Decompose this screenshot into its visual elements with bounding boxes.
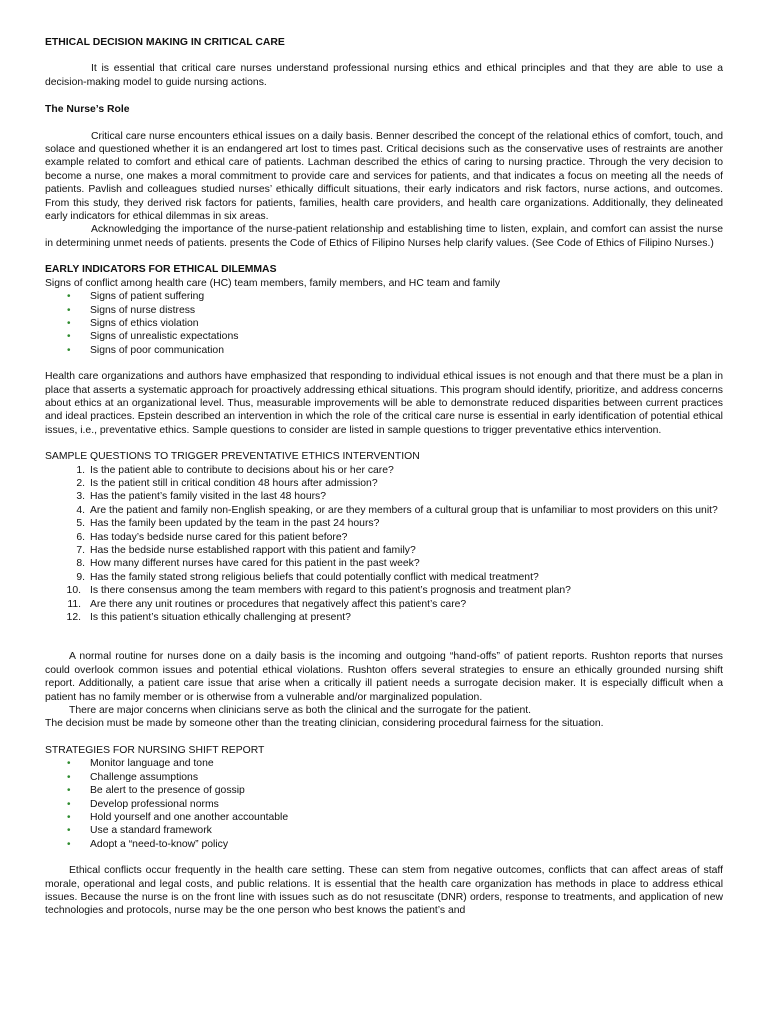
list-item: 1. Is the patient able to contribute to decisions about his or her care?	[76, 464, 394, 476]
list-item: • Challenge assumptions	[67, 771, 199, 783]
list-item: 6. Has today’s bedside nurse cared for this patient before?	[76, 531, 348, 543]
document-page	[45, 36, 723, 918]
list-item: 2. Is the patient still in critical condition 48 hours after admission?	[76, 477, 378, 489]
sample-questions-list	[45, 464, 723, 625]
list-item: 4. Are the patient and family non-English speaking, or are they members of a cultural group that is unfamiliar to most providers on this unit?	[76, 504, 718, 516]
bullet-icon: •	[67, 331, 71, 343]
list-item: • Signs of poor communication	[67, 344, 224, 356]
list-item: 5. Has the family been updated by the team in the past 24 hours?	[76, 518, 380, 530]
nurses-role-paragraph-1: Critical care nurse encounters ethical issues on a daily basis. Benner described the concept of the relational ethics of comfort, touch, and solace and questioned whether it is an endangered art lost to times past. Critical decisions such as the conservative uses of restraints are another example related to comfort and ethical care of patients. Lachman described the ethics of caring to nursing practice. Through the very decision to become a nurse, one makes a moral commitment to provide care and services for patients, and that indicates a focus on meeting all the needs of patients. Pavlish and colleagues studied nurses’ ethically difficult situations, their early indicators and risk factors, nurse actions, and outcomes. From this study, they derived risk factors for patients, families, health care providers, and health care organizations. Additionally, they delineated early indicators for ethical dilemmas in six areas.	[45, 130, 723, 223]
list-item: 10. Is there consensus among the team members with regard to this patient’s prognosis and treatment plan?	[66, 585, 571, 597]
bullet-icon: •	[67, 811, 71, 823]
list-item: 8. How many different nurses have cared for this patient in the past week?	[76, 558, 420, 570]
bullet-icon: •	[67, 838, 71, 850]
list-item: • Signs of ethics violation	[67, 317, 199, 329]
list-item: 3. Has the patient’s family visited in the last 48 hours?	[76, 491, 327, 503]
document-title: ETHICAL DECISION MAKING IN CRITICAL CARE	[45, 37, 285, 48]
strategies-list	[45, 757, 723, 851]
list-item: • Adopt a “need-to-know” policy	[67, 838, 229, 850]
handoff-paragraph-2: There are major concerns when clinicians serve as both the clinical and the surrogate for the patient.	[69, 705, 532, 717]
handoff-paragraph-3: The decision must be made by someone other than the treating clinician, considering procedural fairness for the situation.	[45, 718, 604, 730]
list-item: • Monitor language and tone	[67, 758, 214, 770]
list-item: 12. Is this patient’s situation ethically challenging at present?	[66, 612, 351, 624]
strategies-heading: STRATEGIES FOR NURSING SHIFT REPORT	[45, 744, 265, 756]
list-item: 7. Has the bedside nurse established rapport with this patient and family?	[76, 545, 416, 556]
list-item: • Be alert to the presence of gossip	[67, 785, 245, 797]
intro-paragraph: It is essential that critical care nurses understand professional nursing ethics and ethical principles and that they are able to use a decision-making model to guide nursing actions.	[45, 63, 723, 88]
organizations-paragraph: Health care organizations and authors have emphasized that responding to individual ethical issues is not enough and that there must be a plan in place that asserts a systematic approach for proactively addressing ethical situations. This program should identify, prioritize, and address concerns about ethics at an organizational level. Thus, measurable improvements will be able to demonstrate reduced disparities between current practices and ideal practices. Epstein described an intervention in which the role of the critical care nurse is essential in early identification of potential ethical issues, i.e., preventative ethics. Sample questions to consider are listed in sample questions to trigger preventative ethics intervention.	[45, 371, 723, 436]
list-item: • Hold yourself and one another accountable	[67, 811, 289, 823]
early-indicators-heading: EARLY INDICATORS FOR ETHICAL DILEMMAS	[45, 264, 277, 276]
sample-questions-heading: SAMPLE QUESTIONS TO TRIGGER PREVENTATIVE ETHICS INTERVENTION	[45, 451, 420, 463]
bullet-icon: •	[67, 758, 71, 770]
list-item: • Signs of unrealistic expectations	[67, 331, 239, 343]
nurses-role-paragraph-2: Acknowledging the importance of the nurse-patient relationship and establishing time to listen, explain, and comfort can assist the nurse in determining unmet needs of patients. presents the Code of Ethics of Filipino Nurses help clarify values. (See Code of Ethics of Filipino Nurses.)	[45, 224, 723, 249]
bullet-icon: •	[67, 291, 71, 303]
bullet-icon: •	[67, 344, 71, 356]
list-item: 9. Has the family stated strong religious beliefs that could potentially conflict with medical treatment?	[76, 571, 539, 583]
early-indicators-lead: Signs of conflict among health care (HC) team members, family members, and HC team and family	[45, 277, 501, 289]
bullet-icon: •	[67, 785, 71, 797]
list-item: 11. Are there any unit routines or procedures that negatively affect this patient’s care?	[67, 598, 467, 610]
nurses-role-heading: The Nurse’s Role	[45, 104, 130, 116]
list-item: • Signs of patient suffering	[67, 291, 205, 303]
list-item: • Develop professional norms	[67, 798, 219, 810]
bullet-icon: •	[67, 771, 71, 783]
bullet-icon: •	[67, 304, 71, 316]
bullet-icon: •	[67, 825, 71, 837]
handoff-paragraph-1: A normal routine for nurses done on a daily basis is the incoming and outgoing “hand-offs” of patient reports. Rushton reports that nurses could overlook common issues and potential ethical violations. Rushton offers several strategies to ensure an ethically grounded nursing shift report. Additionally, a patient care issue that arise when a critically ill patient needs a surrogate decision maker. It is especially difficult when a patient has no family member or is otherwise from a vulnerable and/or marginalized population.	[45, 651, 723, 703]
bullet-icon: •	[67, 317, 71, 329]
early-indicators-list	[45, 290, 723, 357]
closing-paragraph: Ethical conflicts occur frequently in the health care setting. These can stem from negative outcomes, conflicts that can affect areas of staff morale, operational and legal costs, and public relations. It is essential that the health care organization has methods in place to address ethical issues. Because the nurse is on the front line with issues such as do not resuscitate (DNR) orders, response to treatments, and application of new technologies and protocols, nurse may be the one person who best knows the patient’s and	[45, 865, 723, 917]
list-item: • Use a standard framework	[67, 825, 212, 837]
list-item: • Signs of nurse distress	[67, 304, 196, 316]
bullet-icon: •	[67, 798, 71, 810]
